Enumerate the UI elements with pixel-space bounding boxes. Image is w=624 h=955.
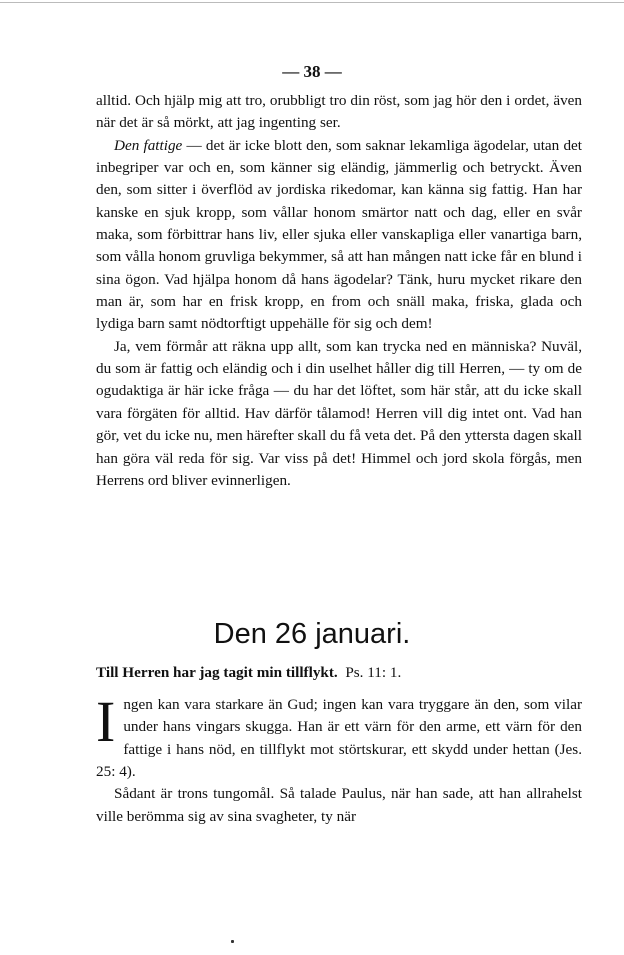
page-top-rule: [0, 2, 624, 3]
verse-text: Till Herren har jag tagit min tillflykt.: [96, 664, 338, 681]
print-mark: [231, 940, 234, 943]
paragraph-ja-vem: Ja, vem förmår att räkna upp allt, som kan trycka ned en människa? Nuväl, du som är fattig och eländig och i din uselhet håller dig till Herren, — ty om de ogudaktiga är här icke fråga — du har det löftet, som här står, att du icke skall vara förgäten för alltid. Hav därför tålamod! Herren vill dig intet ont. Vad han gör, vet du icke nu, men härefter skall du få veta det. På den yttersta dagen skall han göra väl reda för sig. Var viss på det! Himmel och jord skola förgås, men Herrens ord bliver evinnerligen.: [96, 337, 582, 489]
paragraph-body: ngen kan vara starkare än Gud; ingen kan vara tryggare än den, som vilar under hans vingars skugga. Han är ett värn för den arme, ett värn för den fattige i hans nöd, en tillflykt mot störtskurar, ett skydd under hettan (Jes. 25: 4).: [96, 696, 582, 781]
paragraph-ingen: [96, 689, 582, 783]
bible-verse: [96, 662, 582, 684]
page-number: — 38 —: [282, 62, 342, 81]
paragraph-continuation: alltid. Och hjälp mig att tro, orubbligt tro din röst, som jag hör den i ordet, även när det är så mörkt, att jag ingenting ser.: [96, 92, 582, 132]
paragraph-lead-phrase: Den fattige: [114, 136, 183, 154]
page-text-continued: [96, 90, 582, 492]
date-heading: Den 26 januari.: [213, 618, 411, 650]
drop-cap: I: [96, 689, 116, 754]
paragraph-body: — det är icke blott den, som saknar lekamliga ägodelar, utan det inbegriper var och en, som känner sig eländig, jämmerlig och betryckt. Även den, som sitter i överflöd av jordiska rikedomar, kan känna sig fattig. Han har kanske en sjuk kropp, som vållar honom smärtor natt och dag, eller en svår maka, som förbittrar hans liv, eller sjuka eller vanskapliga eller vanartiga barn, som vålla honom gruvliga bekymmer, så att han mången natt icke får en blund i sina ögon. Vad hjälpa honom då hans ägodelar? Tänk, huru mycket rikare den man är, som har en frisk kropp, en from och snäll maka, friska, glada och lydiga barn samt nödtorftigt uppehälle för sig och dem!: [96, 136, 583, 333]
paragraph-den-fattige: [96, 135, 582, 336]
verse-reference: Ps. 11: 1.: [345, 664, 402, 681]
paragraph-sadant: Sådant är trons tungomål. Så talade Paulus, när han sade, att han allrahelst ville berömma sig av sina svagheter, ty när: [96, 785, 582, 825]
devotion-text: [96, 689, 582, 828]
